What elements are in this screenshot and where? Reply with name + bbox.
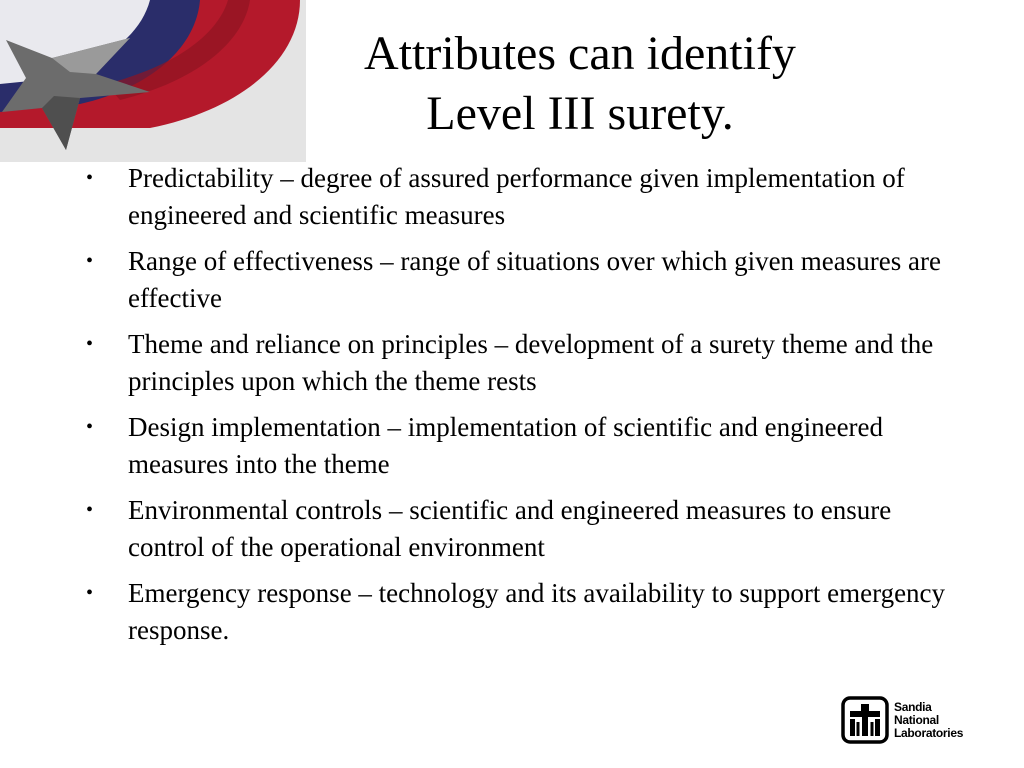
bullet-text: Design implementation – implementation of scientific and engineered measures into the theme xyxy=(128,412,884,479)
bullet-icon: • xyxy=(86,582,94,604)
bullet-item-theme-and-principles xyxy=(84,326,954,400)
logo-line-national: National xyxy=(894,712,939,727)
bullet-icon: • xyxy=(86,250,94,272)
title-line-2: Level III surety. xyxy=(426,87,734,140)
bullet-item-range-of-effectiveness xyxy=(84,243,954,317)
bullet-icon: • xyxy=(86,167,94,189)
slide-title xyxy=(306,24,854,144)
bullet-text: Predictability – degree of assured performance given implementation of engineered and scientific measures xyxy=(128,163,905,230)
sandia-thunderbird-icon xyxy=(841,696,889,744)
bullet-item-emergency-response xyxy=(84,575,954,649)
bullet-list xyxy=(84,160,954,658)
bullet-item-predictability xyxy=(84,160,954,234)
bullet-text: Environmental controls – scientific and engineered measures to ensure control of the operational environment xyxy=(128,495,892,562)
bullet-icon: • xyxy=(86,333,94,355)
sandia-logo xyxy=(841,695,967,745)
bullet-icon: • xyxy=(86,416,94,438)
bullet-item-design-implementation xyxy=(84,409,954,483)
corner-star-graphic xyxy=(0,0,306,162)
title-line-1: Attributes can identify xyxy=(364,27,796,80)
bullet-item-environmental-controls xyxy=(84,492,954,566)
bullet-text: Emergency response – technology and its availability to support emergency response. xyxy=(128,578,946,645)
bullet-text: Range of effectiveness – range of situations over which given measures are effective xyxy=(128,246,941,313)
bullet-icon: • xyxy=(86,499,94,521)
logo-line-laboratories: Laboratories xyxy=(894,725,964,740)
logo-line-sandia: Sandia xyxy=(894,699,932,714)
bullet-text: Theme and reliance on principles – development of a surety theme and the principles upon which the theme rests xyxy=(128,329,934,396)
star-swoosh-icon xyxy=(0,0,306,162)
logo-wordmark xyxy=(894,701,963,740)
